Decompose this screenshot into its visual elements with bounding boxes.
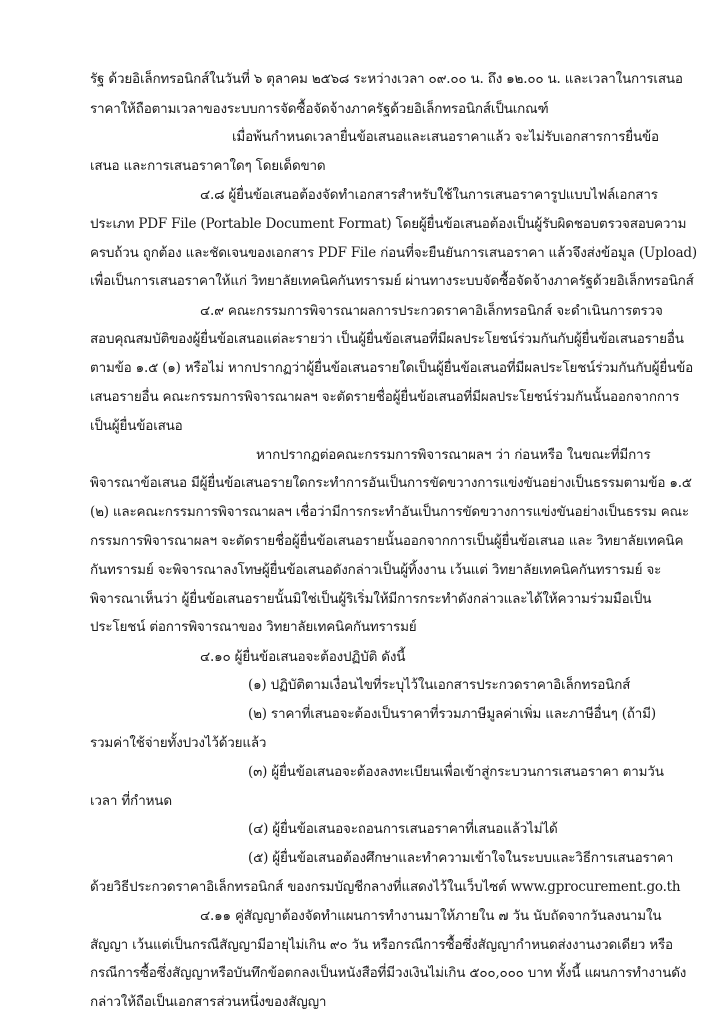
text-line: ราคาให้ถือตามเวลาของระบบการจัดซื้อจัดจ้างภาครัฐด้วยอิเล็กทรอนิกส์เป็นเกณฑ์ (90, 101, 549, 117)
text-line: (๒) และคณะกรรมการพิจารณาผลฯ เชื่อว่ามีการกระทำอันเป็นการขัดขวางการแข่งขันอย่างเป็นธรรม คณะ (90, 504, 689, 520)
text-line: เวลา ที่กำหนด (90, 793, 172, 809)
text-line: ประโยชน์ ต่อการพิจารณาของ วิทยาลัยเทคนิคกันทรารมย์ (90, 619, 417, 635)
text-line: กันทรารมย์ จะพิจารณาลงโทษผู้ยื่นข้อเสนอดังกล่าวเป็นผู้ทิ้งงาน เว้นแต่ วิทยาลัยเทคนิคกันทรารมย์ จะ (90, 562, 662, 578)
text-line: ประเภท PDF File (Portable Document Format) โดยผู้ยื่นข้อเสนอต้องเป็นผู้รับผิดชอบตรวจสอบความ (90, 216, 687, 232)
list-item: (๕) ผู้ยื่นข้อเสนอต้องศึกษาและทำความเข้าใจในระบบและวิธีการเสนอราคา (248, 850, 674, 866)
text-line: สอบคุณสมบัติของผู้ยื่นข้อเสนอแต่ละรายว่า เป็นผู้ยื่นข้อเสนอที่มีผลประโยชน์ร่วมกันกับผู้ยื่นข้อเสนอรายอื่น (90, 331, 684, 347)
text-line: ด้วยวิธีประกวดราคาอิเล็กทรอนิกส์ ของกรมบัญชีกลางที่แสดงไว้ในเว็บไซต์ www.gprocurement.go.th (90, 879, 681, 895)
text-line: เป็นผู้ยื่นข้อเสนอ (90, 418, 183, 434)
text-line: เมื่อพ้นกำหนดเวลายื่นข้อเสนอและเสนอราคาแล้ว จะไม่รับเอกสารการยื่นข้อ (232, 129, 659, 145)
list-item: (๑) ปฏิบัติตามเงื่อนไขที่ระบุไว้ในเอกสารประกวดราคาอิเล็กทรอนิกส์ (248, 677, 631, 693)
section-4-8-heading: ๔.๘ ผู้ยื่นข้อเสนอต้องจัดทำเอกสารสำหรับใช้ในการเสนอราคารูปแบบไฟล์เอกสาร (200, 187, 658, 203)
list-item: (๒) ราคาที่เสนอจะต้องเป็นราคาที่รวมภาษีมูลค่าเพิ่ม และภาษีอื่นๆ (ถ้ามี) (248, 706, 656, 722)
section-4-11-heading: ๔.๑๑ คู่สัญญาต้องจัดทำแผนการทำงานมาให้ภายใน ๗ วัน นับถัดจากวันลงนามใน (200, 908, 662, 924)
text-line: พิจารณาข้อเสนอ มีผู้ยื่นข้อเสนอรายใดกระทำการอันเป็นการขัดขวางการแข่งขันอย่างเป็นธรรมตามข้อ ๑.๕ (90, 475, 692, 491)
text-line: ตามข้อ ๑.๕ (๑) หรือไม่ หากปรากฏว่าผู้ยื่นข้อเสนอรายใดเป็นผู้ยื่นข้อเสนอที่มีผลประโยชน์ร่วมกันกับผู้ยื่นข้อ (90, 360, 694, 376)
text-line: กล่าวให้ถือเป็นเอกสารส่วนหนึ่งของสัญญา (90, 994, 327, 1010)
text-line: เพื่อเป็นการเสนอราคาให้แก่ วิทยาลัยเทคนิคกันทรารมย์ ผ่านทางระบบจัดซื้อจัดจ้างภาครัฐด้วยอิเล็กทรอนิกส์ (90, 273, 694, 289)
text-line: เสนอ และการเสนอราคาใดๆ โดยเด็ดขาด (90, 158, 326, 174)
section-4-9-heading: ๔.๙ คณะกรรมการพิจารณาผลการประกวดราคาอิเล็กทรอนิกส์ จะดำเนินการตรวจ (200, 303, 663, 319)
text-line: รัฐ ด้วยอิเล็กทรอนิกส์ในวันที่ ๖ ตุลาคม ๒๕๖๘ ระหว่างเวลา ๐๙.๐๐ น. ถึง ๑๒.๐๐ น. และเวลาในการเสนอ (90, 71, 683, 87)
list-item: (๔) ผู้ยื่นข้อเสนอจะถอนการเสนอราคาที่เสนอแล้วไม่ได้ (248, 821, 558, 837)
section-4-10-heading: ๔.๑๐ ผู้ยื่นข้อเสนอจะต้องปฏิบัติ ดังนี้ (200, 649, 406, 665)
text-line: สัญญา เว้นแต่เป็นกรณีสัญญามีอายุไม่เกิน ๙๐ วัน หรือกรณีการซื้อซึ่งสัญญากำหนดส่งงานงวดเดียว หรือ (90, 937, 673, 953)
text-line: เสนอรายอื่น คณะกรรมการพิจารณาผลฯ จะตัดรายชื่อผู้ยื่นข้อเสนอที่มีผลประโยชน์ร่วมกันนั้นออกจากการ (90, 389, 680, 405)
text-line: รวมค่าใช้จ่ายทั้งปวงไว้ด้วยแล้ว (90, 735, 267, 751)
text-line: กรรมการพิจารณาผลฯ จะตัดรายชื่อผู้ยื่นข้อเสนอรายนั้นออกจากการเป็นผู้ยื่นข้อเสนอ และ วิทยาลัยเทคนิค (90, 533, 684, 549)
list-item: (๓) ผู้ยื่นข้อเสนอจะต้องลงทะเบียนเพื่อเข้าสู่กระบวนการเสนอราคา ตามวัน (248, 764, 664, 780)
text-line: กรณีการซื้อซึ่งสัญญาหรือบันทึกข้อตกลงเป็นหนังสือที่มีวงเงินไม่เกิน ๕๐๐,๐๐๐ บาท ทั้งนี้ แผนการทำงานดัง (90, 965, 687, 981)
text-line: หากปรากฏต่อคณะกรรมการพิจารณาผลฯ ว่า ก่อนหรือ ในขณะที่มีการ (256, 447, 651, 463)
text-line: พิจารณาเห็นว่า ผู้ยื่นข้อเสนอรายนั้นมิใช่เป็นผู้ริเริ่มให้มีการกระทำดังกล่าวและได้ให้ความร่วมมือเป็น (90, 591, 652, 607)
text-line: ครบถ้วน ถูกต้อง และชัดเจนของเอกสาร PDF File ก่อนที่จะยืนยันการเสนอราคา แล้วจึงส่งข้อมูล (Upload) (90, 245, 697, 261)
